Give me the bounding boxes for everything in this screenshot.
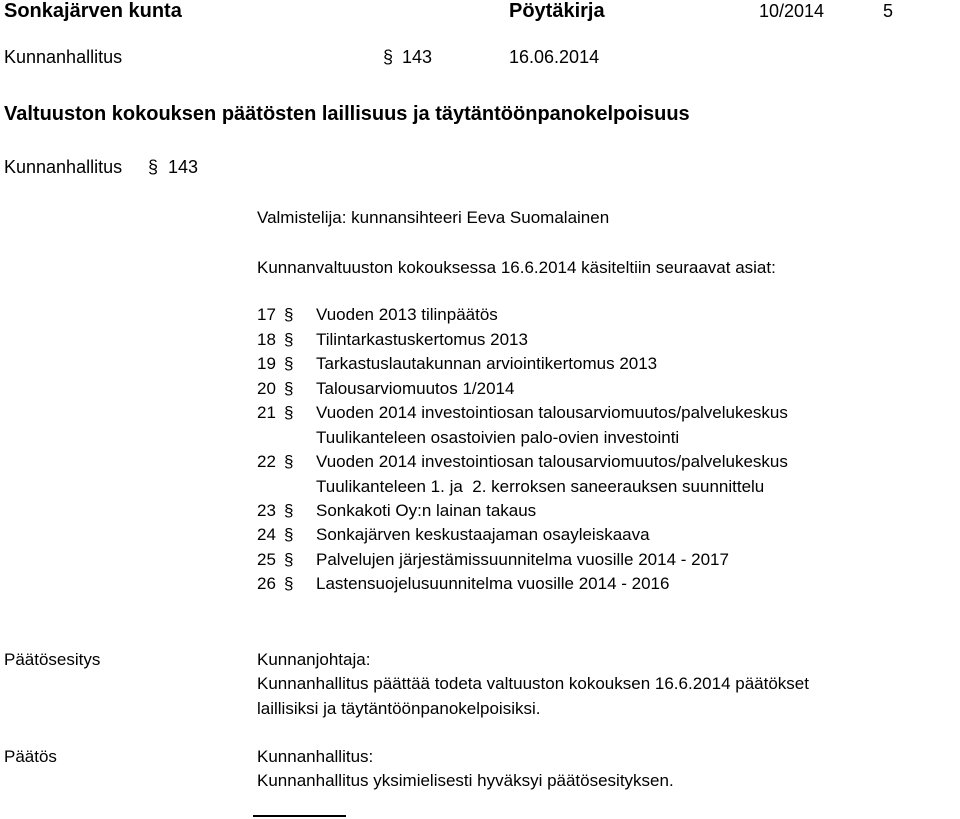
intro-text: Kunnanvaltuuston kokouksessa 16.6.2014 käsiteltiin seuraavat asiat: — [257, 258, 776, 277]
signature-line — [253, 815, 346, 817]
section-symbol: § — [284, 501, 294, 520]
item-text-continuation: Tuulikanteleen osastoivien palo-ovien investointi — [316, 428, 680, 447]
section-symbol: § — [284, 550, 294, 569]
item-number: 19 — [257, 354, 276, 373]
item-number: 22 — [257, 452, 276, 471]
section-symbol: § — [284, 403, 294, 422]
page-number: 5 — [883, 1, 894, 21]
preparer: Valmistelija: kunnansihteeri Eeva Suomalainen — [257, 208, 610, 227]
item-number: 17 — [257, 305, 276, 324]
section-symbol: § — [284, 379, 294, 398]
proposal-text-line-1: Kunnanhallitus päättää todeta valtuuston kokouksen 16.6.2014 päätökset — [257, 674, 809, 693]
header-date: 16.06.2014 — [509, 47, 600, 67]
document-number: 10/2014 — [759, 1, 825, 21]
proposal-label: Päätösesitys — [4, 650, 101, 669]
document-type: Pöytäkirja — [509, 0, 605, 22]
section-symbol: § — [284, 330, 294, 349]
item-text: Vuoden 2013 tilinpäätös — [316, 305, 498, 324]
item-text: Lastensuojelusuunnitelma vuosille 2014 - 2016 — [316, 574, 670, 593]
item-text: Talousarviomuutos 1/2014 — [316, 379, 515, 398]
section-symbol: § — [284, 574, 294, 593]
item-text: Vuoden 2014 investointiosan talousarviomuutos/palvelukeskus — [316, 403, 788, 422]
header-section-symbol: § — [383, 47, 394, 67]
page-title: Valtuuston kokouksen päätösten laillisuus ja täytäntöönpanokelpoisuus — [4, 103, 690, 125]
item-number: 25 — [257, 550, 276, 569]
reference-body: Kunnanhallitus — [4, 157, 123, 177]
item-text: Sonkajärven keskustaajaman osayleiskaava — [316, 525, 650, 544]
item-number: 26 — [257, 574, 276, 593]
item-text: Vuoden 2014 investointiosan talousarviomuutos/palvelukeskus — [316, 452, 788, 471]
section-symbol: § — [284, 305, 294, 324]
item-text: Palvelujen järjestämissuunnitelma vuosille 2014 - 2017 — [316, 550, 729, 569]
proposal-text-line-2: laillisiksi ja täytäntöönpanokelpoisiksi. — [257, 699, 541, 718]
item-text-continuation: Tuulikanteleen 1. ja 2. kerroksen saneerauksen suunnittelu — [316, 477, 765, 496]
reference-number: 143 — [168, 157, 199, 177]
item-text: Sonkakoti Oy:n lainan takaus — [316, 501, 537, 520]
proposal-speaker: Kunnanjohtaja: — [257, 650, 371, 669]
section-symbol: § — [284, 452, 294, 471]
municipality-name: Sonkajärven kunta — [4, 0, 182, 22]
item-text: Tilintarkastuskertomus 2013 — [316, 330, 528, 349]
section-symbol: § — [284, 354, 294, 373]
item-text: Tarkastuslautakunnan arviointikertomus 2013 — [316, 354, 658, 373]
item-number: 24 — [257, 525, 276, 544]
section-symbol: § — [284, 525, 294, 544]
item-number: 23 — [257, 501, 276, 520]
item-number: 18 — [257, 330, 276, 349]
decision-text: Kunnanhallitus yksimielisesti hyväksyi päätösesityksen. — [257, 771, 674, 790]
decision-speaker: Kunnanhallitus: — [257, 747, 374, 766]
item-number: 20 — [257, 379, 276, 398]
item-number: 21 — [257, 403, 276, 422]
header-body-name: Kunnanhallitus — [4, 47, 123, 67]
header-section-number: 143 — [402, 47, 433, 67]
decision-label: Päätös — [4, 747, 57, 766]
reference-symbol: § — [148, 157, 159, 177]
